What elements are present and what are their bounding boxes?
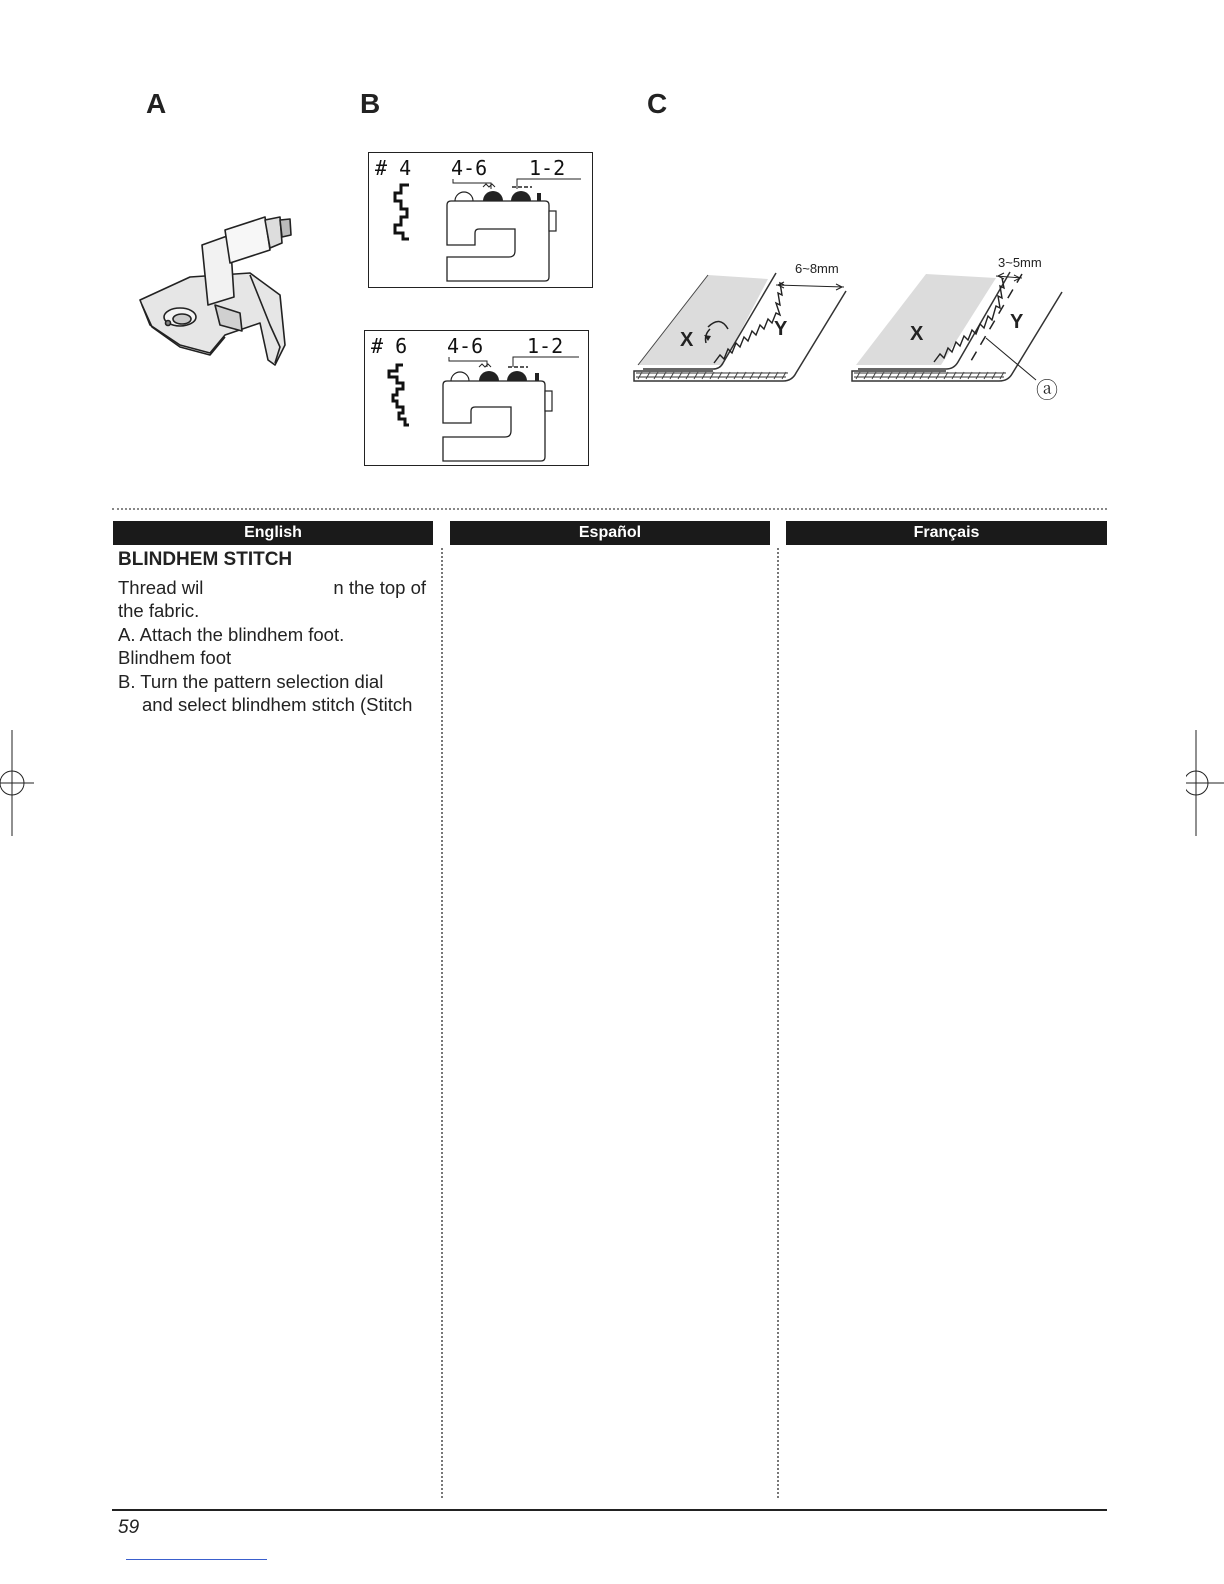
link-underline [126,1559,267,1560]
measure-left: 6~8mm [795,261,839,276]
lcd-top-length: 1-2 [529,156,566,180]
y-label-right: Y [1010,311,1024,333]
section-divider [112,508,1107,510]
blindhem-foot-illustration [130,205,300,375]
footer-rule [112,1509,1107,1511]
column-header-french: Français [786,521,1107,545]
measure-right: 3~5mm [998,255,1042,270]
column-header-spanish: Español [450,521,770,545]
lcd-top-width: 4-6 [451,156,488,180]
english-column [118,548,433,717]
text-line: the fabric. [118,600,200,621]
lcd-panel-top [368,152,593,288]
page-number: 59 [118,1517,140,1538]
text-line: and select blindhem stitch (Stitch [142,694,413,715]
marker-a: ⓐ [1036,379,1059,404]
registration-mark-right [1186,730,1224,836]
text-line: Blindhem foot [118,647,232,668]
figure-c-label: C [647,88,668,119]
text-line: A. Attach the blindhem foot. [118,623,345,645]
lcd-panel-bottom [364,330,589,466]
text-line: B. Turn the pattern selection dial [118,670,384,692]
lcd-bottom-pattern: # 6 [371,334,408,358]
lcd-top-pattern: # 4 [375,156,412,180]
figure-b-label: B [360,88,381,119]
figure-a-label: A [146,88,167,119]
y-label-left: Y [774,318,788,340]
lcd-bottom-length: 1-2 [527,334,564,358]
hem-diagram-right [846,250,1071,405]
section-title: BLINDHEM STITCH [118,549,293,570]
column-separator [777,548,779,1498]
registration-mark-left [0,730,36,836]
x-label-left: X [680,329,694,351]
text-fragment-left: Thread wil [118,576,204,598]
column-separator [441,548,443,1498]
lcd-bottom-width: 4-6 [447,334,484,358]
hem-diagram-left [628,255,853,390]
x-label-right: X [910,323,924,345]
column-header-english: English [113,521,433,545]
text-line [118,576,433,600]
text-fragment-right: n the top of [333,576,426,598]
